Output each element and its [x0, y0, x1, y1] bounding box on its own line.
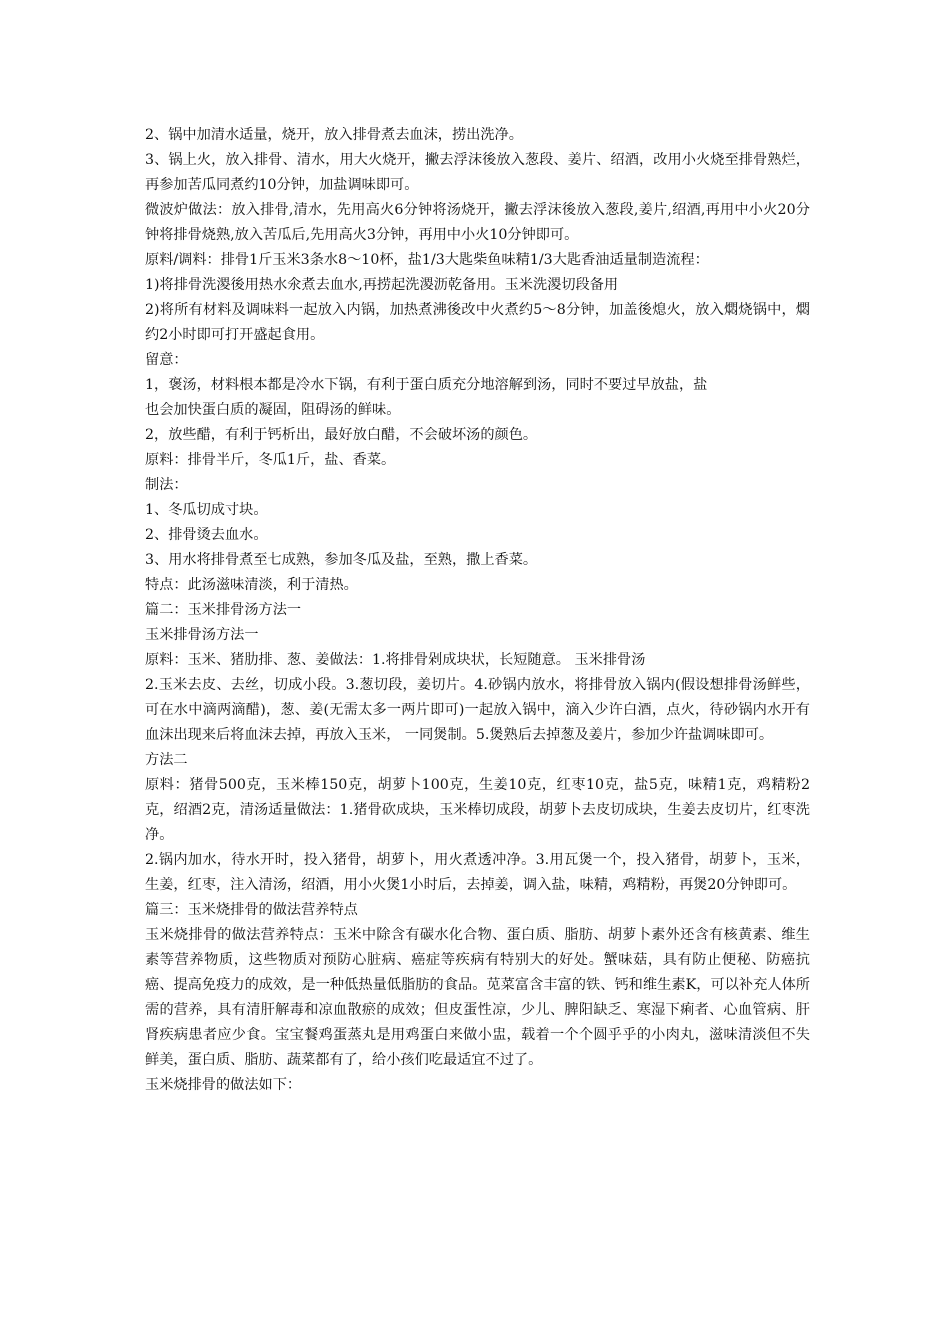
paragraph: 原料：排骨半斤，冬瓜1斤，盐、香菜。 — [145, 452, 396, 468]
paragraph: 1，褒汤，材料根本都是冷水下锅，有利于蛋白质充分地溶解到汤，同时不要过早放盐，盐 — [145, 377, 708, 393]
paragraph: 微波炉做法：放入排骨,清水，先用高火6分钟将汤烧开，撇去浮沫後放入葱段,姜片,绍酒,再用中小火20分钟将排骨烧熟,放入苦瓜后,先用高火3分钟，再用中小火10分钟即可。 — [145, 202, 810, 243]
section-note-heading: 留意： — [145, 352, 188, 368]
paragraph: 2.玉米去皮、去丝，切成小段。3.葱切段，姜切片。4.砂锅内放水，将排骨放入锅内(假设想排骨汤鲜些，可在水中滴两滴醋)，葱、姜(无需太多一两片即可)一起放入锅中，滴入少许白酒，点火，待砂锅内水开有血沫出现来后将血沫去掉，再放入玉米， 一同煲制。5.煲熟后去掉葱及姜片，参加少许盐调味即可。 — [145, 677, 810, 743]
section-heading: 篇二：玉米排骨汤方法一 — [145, 602, 302, 618]
paragraph: 3、锅上火，放入排骨、清水，用大火烧开，撇去浮沫後放入葱段、姜片、绍酒，改用小火烧至排骨熟烂，再参加苦瓜同煮约10分钟，加盐调味即可。 — [145, 152, 810, 193]
paragraph: 2、排骨烫去血水。 — [145, 527, 268, 543]
paragraph: 玉米烧排骨的做法营养特点：玉米中除含有碳水化合物、蛋白质、脂肪、胡萝卜素外还含有核黄素、维生素等营养物质，这些物质对预防心脏病、癌症等疾病有特别大的好处。蟹味菇，具有防止便秘、防癌抗癌、提高免疫力的成效，是一种低热量低脂肪的食品。苋菜富含丰富的铁、钙和维生素K，可以补充人体所需的营养，具有清肝解毒和凉血散瘀的成效；但皮蛋性凉，少儿、脾阳缺乏、寒湿下痢者、心血管病、肝肾疾病患者应少食。宝宝餐鸡蛋蒸丸是用鸡蛋白来做小盅，载着一个个圆乎乎的小肉丸，滋味清淡但不失鲜美，蛋白质、脂肪、蔬菜都有了，给小孩们吃最适宜不过了。 — [145, 927, 810, 1068]
paragraph: 2)将所有材料及调味料一起放入内锅，加热煮沸後改中火煮约5～8分钟，加盖後熄火，放入燜烧锅中，燜约2小时即可打开盛起食用。 — [145, 302, 810, 343]
paragraph: 也会加快蛋白质的凝固，阻碍汤的鲜味。 — [145, 402, 401, 418]
paragraph: 原料：猪骨500克，玉米棒150克，胡萝卜100克，生姜10克，红枣10克，盐5克，味精1克，鸡精粉2克，绍酒2克，清汤适量做法：1.猪骨砍成块，玉米棒切成段，胡萝卜去皮切成块，生姜去皮切片，红枣洗净。 — [145, 777, 810, 843]
paragraph: 3、用水将排骨煮至七成熟，参加冬瓜及盐，至熟，撒上香菜。 — [145, 552, 538, 568]
section-heading: 篇三：玉米烧排骨的做法营养特点 — [145, 902, 358, 918]
paragraph: 2.锅内加水，待水开时，投入猪骨，胡萝卜，用火煮透冲净。3.用瓦煲一个，投入猪骨，胡萝卜，玉米，生姜，红枣，注入清汤，绍酒，用小火煲1小时后，去掉姜，调入盐，味精，鸡精粉，再煲20分钟即可。 — [145, 852, 810, 893]
paragraph: 1)将排骨洗溭後用热水氽煮去血水,再捞起洗溭沥乾备用。玉米洗溭切段备用 — [145, 277, 619, 293]
paragraph: 玉米烧排骨的做法如下： — [145, 1077, 302, 1093]
paragraph: 原料：玉米、猪肋排、葱、姜做法：1.将排骨剁成块状，长短随意。 玉米排骨汤 — [145, 652, 646, 668]
paragraph: 特点：此汤滋味清淡，利于清热。 — [145, 577, 358, 593]
paragraph: 2，放些醋，有利于钙析出，最好放白醋，不会破坏汤的颜色。 — [145, 427, 538, 443]
paragraph: 制法： — [145, 477, 188, 493]
paragraph: 原料/调料：排骨1斤玉米3条水8～10杯，盐1/3大匙柴鱼味精1/3大匙香油适量制造流程： — [145, 252, 709, 268]
paragraph: 1、冬瓜切成寸块。 — [145, 502, 268, 518]
document-body — [145, 123, 810, 1098]
paragraph: 方法二 — [145, 752, 188, 768]
paragraph: 玉米排骨汤方法一 — [145, 627, 259, 643]
paragraph: 2、锅中加清水适量，烧开，放入排骨煮去血沫，捞出洗净。 — [145, 127, 523, 143]
